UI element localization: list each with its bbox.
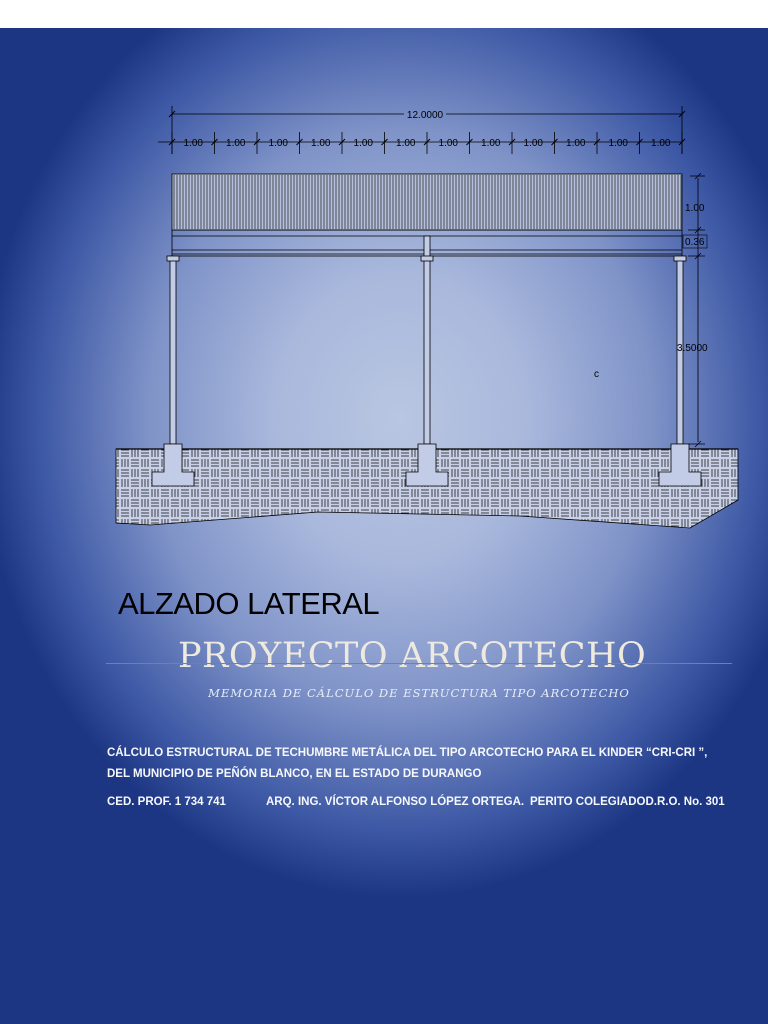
bay-dimension-label: 1.00	[353, 138, 373, 149]
bay-dimension-label: 1.00	[396, 138, 416, 149]
vertical-dimensions	[688, 173, 705, 447]
roof-height-label: 1.00	[685, 203, 705, 214]
author-credits	[107, 796, 747, 812]
bay-dimension-label: 1.00	[226, 138, 246, 149]
title-divider	[106, 663, 732, 664]
bay-dimension-label: 1.00	[481, 138, 501, 149]
truss-height-label: 0.36	[685, 237, 705, 248]
bay-dimension-label: 1.00	[183, 138, 203, 149]
document-title: PROYECTO ARCOTECHO	[178, 636, 647, 676]
bay-dimension-label: 1.00	[566, 138, 586, 149]
bay-dimensions	[169, 132, 685, 154]
side-elevation-drawing	[0, 28, 768, 588]
project-description: CÁLCULO ESTRUCTURAL DE TECHUMBRE METÁLICA DEL TIPO ARCOTECHO PARA EL KINDER “CRI-CRI ”, DEL MUNICIPIO DE PEÑÓN BLANCO, EN EL ESTADO DE DURANGO	[107, 747, 708, 780]
bay-dimension-label: 1.00	[438, 138, 458, 149]
drawing-caption: ALZADO LATERAL	[118, 586, 380, 621]
document-subtitle: MEMORIA DE CÁLCULO DE ESTRUCTURA TIPO ARCOTECHO	[208, 686, 630, 700]
cover-page	[0, 28, 768, 1024]
columns	[167, 236, 686, 444]
author-name: ARQ. ING. VÍCTOR ALFONSO LÓPEZ ORTEGA.	[266, 796, 525, 808]
overall-dimension-label: 12.0000	[406, 110, 444, 121]
bay-dimension-label: 1.00	[651, 138, 671, 149]
perito-registration: PERITO COLEGIADOD.R.O. No. 301	[530, 796, 725, 808]
bay-dimension-label: 1.00	[608, 138, 628, 149]
bay-dimension-label: 1.00	[268, 138, 288, 149]
stray-mark: c	[594, 369, 599, 380]
bay-dimension-label: 1.00	[523, 138, 543, 149]
column-height-label: 3.5000	[677, 343, 708, 354]
bay-dimension-label: 1.00	[311, 138, 331, 149]
professional-license: CED. PROF. 1 734 741	[107, 796, 226, 808]
